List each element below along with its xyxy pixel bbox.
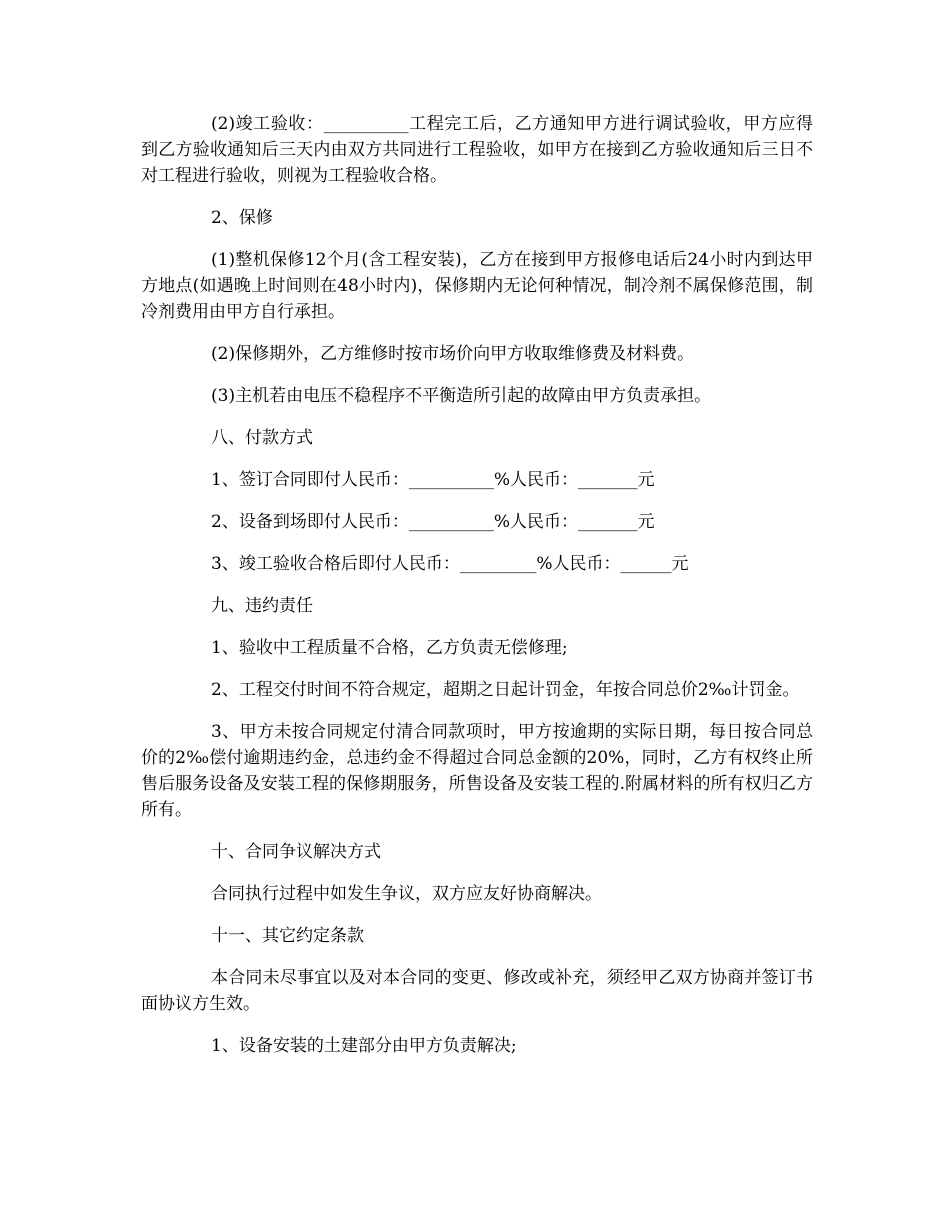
paragraph-breach-delay: 2、工程交付时间不符合规定，超期之日起计罚金，年按合同总价2‰计罚金。 bbox=[211, 680, 800, 700]
paragraph-dispute: 合同执行过程中如发生争议，双方应友好协商解决。 bbox=[211, 884, 602, 904]
heading-breach-liability: 九、违约责任 bbox=[211, 596, 313, 616]
paragraph-voltage-fault: (3)主机若由电压不稳程序不平衡造所引起的故障由甲方负责承担。 bbox=[211, 386, 712, 406]
paragraph-breach-quality: 1、验收中工程质量不合格，乙方负责无偿修理; bbox=[211, 638, 568, 658]
paragraph-warranty-whole-unit: (1)整机保修12个月(含工程安装)，乙方在接到甲方报修电话后24小时内到达甲方地点(如遇晚上时间则在48小时内)，保修期内无论何种情况，制冷剂不属保修范围，制冷剂费用由甲方自行承担。 bbox=[141, 250, 813, 322]
document-body bbox=[141, 111, 813, 1075]
paragraph-payment-acceptance: 3、竣工验收合格后即付人民币：_________%人民币：______元 bbox=[211, 554, 689, 574]
paragraph-civil-works: 1、设备安装的土建部分由甲方负责解决; bbox=[211, 1036, 517, 1056]
paragraph-completion-acceptance: (2)竣工验收：__________工程完工后，乙方通知甲方进行调试验收，甲方应得到乙方验收通知后三天内由双方共同进行工程验收，如甲方在接到乙方验收通知后三日不对工程进行验收，则视为工程验收合格。 bbox=[141, 114, 813, 186]
paragraph-out-of-warranty: (2)保修期外，乙方维修时按市场价向甲方收取维修费及材料费。 bbox=[211, 344, 695, 364]
paragraph-payment-delivery: 2、设备到场即付人民币：__________%人民币：_______元 bbox=[211, 512, 655, 532]
paragraph-payment-signing: 1、签订合同即付人民币：__________%人民币：_______元 bbox=[211, 470, 655, 490]
heading-warranty: 2、保修 bbox=[211, 208, 273, 228]
heading-dispute-resolution: 十、合同争议解决方式 bbox=[211, 842, 381, 862]
paragraph-breach-payment: 3、甲方未按合同规定付清合同款项时，甲方按逾期的实际日期，每日按合同总价的2‰偿付逾期违约金，总违约金不得超过合同总金额的20%，同时，乙方有权终止所售后服务设备及安装工程的保修期服务，所售设备及安装工程的.附属材料的所有权归乙方所有。 bbox=[141, 722, 813, 820]
heading-other-terms: 十一、其它约定条款 bbox=[211, 926, 364, 946]
paragraph-other-terms: 本合同未尽事宜以及对本合同的变更、修改或补充，须经甲乙双方协商并签订书面协议方生效。 bbox=[141, 968, 813, 1014]
heading-payment-method: 八、付款方式 bbox=[211, 428, 313, 448]
